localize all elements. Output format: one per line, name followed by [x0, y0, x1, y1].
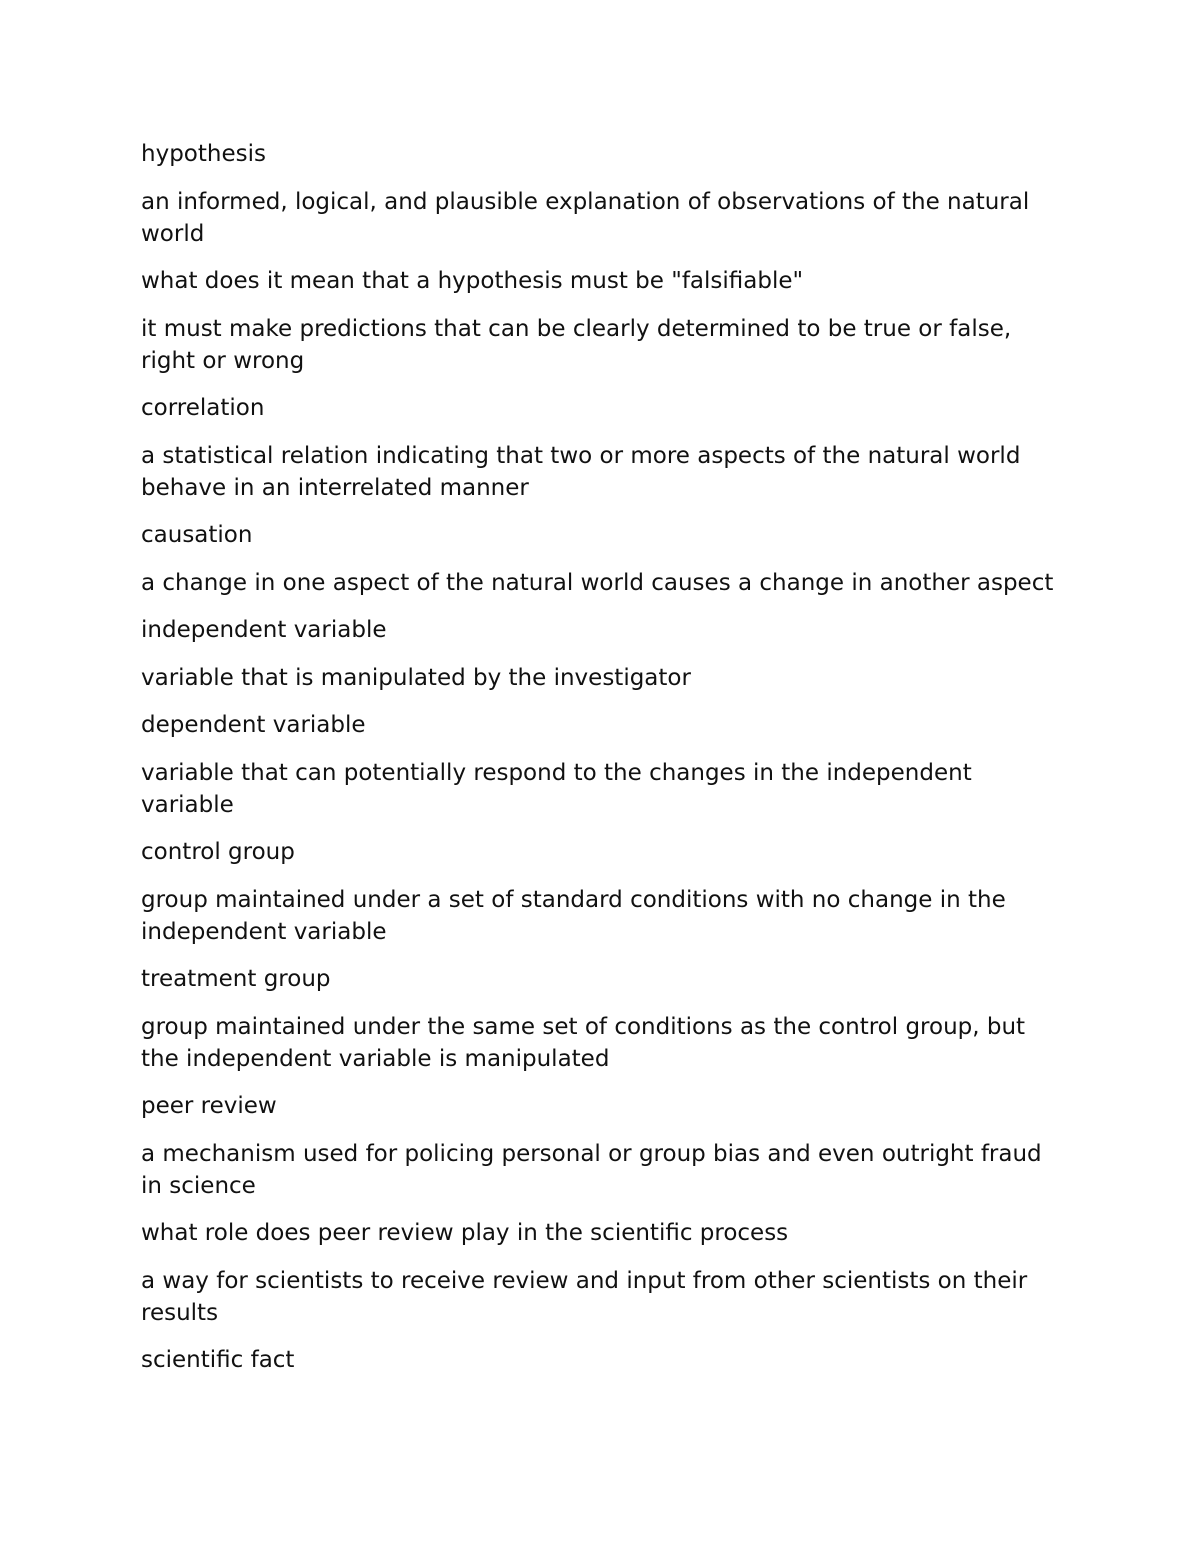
definition-treatment-group: group maintained under the same set of conditions as the control group, but the independent variable is manipulated	[141, 1013, 1026, 1072]
term-treatment-group: treatment group	[141, 966, 331, 992]
definition-causation: a change in one aspect of the natural world causes a change in another aspect	[141, 569, 1054, 596]
answer-falsifiable: it must make predictions that can be clearly determined to be true or false, right or wrong	[141, 315, 1012, 374]
definition-hypothesis: an informed, logical, and plausible explanation of observations of the natural world	[141, 188, 1030, 247]
term-control-group: control group	[141, 839, 295, 865]
definition-correlation: a statistical relation indicating that two or more aspects of the natural world behave in an interrelated manner	[141, 442, 1021, 501]
answer-peer-review-role: a way for scientists to receive review and input from other scientists on their results	[141, 1267, 1028, 1326]
term-scientific-fact: scientific fact	[141, 1347, 295, 1373]
definition-dependent-variable: variable that can potentially respond to the changes in the independent variable	[141, 759, 972, 818]
question-peer-review-role: what role does peer review play in the scientific process	[141, 1220, 789, 1246]
term-hypothesis: hypothesis	[141, 141, 266, 167]
term-peer-review: peer review	[141, 1093, 277, 1119]
term-dependent-variable: dependent variable	[141, 712, 366, 738]
term-correlation: correlation	[141, 395, 265, 421]
term-independent-variable: independent variable	[141, 617, 387, 643]
term-causation: causation	[141, 522, 253, 548]
definition-control-group: group maintained under a set of standard conditions with no change in the independent variable	[141, 886, 1006, 945]
question-falsifiable: what does it mean that a hypothesis must be "falsifiable"	[141, 268, 804, 294]
definition-independent-variable: variable that is manipulated by the investigator	[141, 664, 691, 691]
definition-peer-review: a mechanism used for policing personal or group bias and even outright fraud in science	[141, 1140, 1042, 1199]
document-body	[141, 138, 1061, 1392]
